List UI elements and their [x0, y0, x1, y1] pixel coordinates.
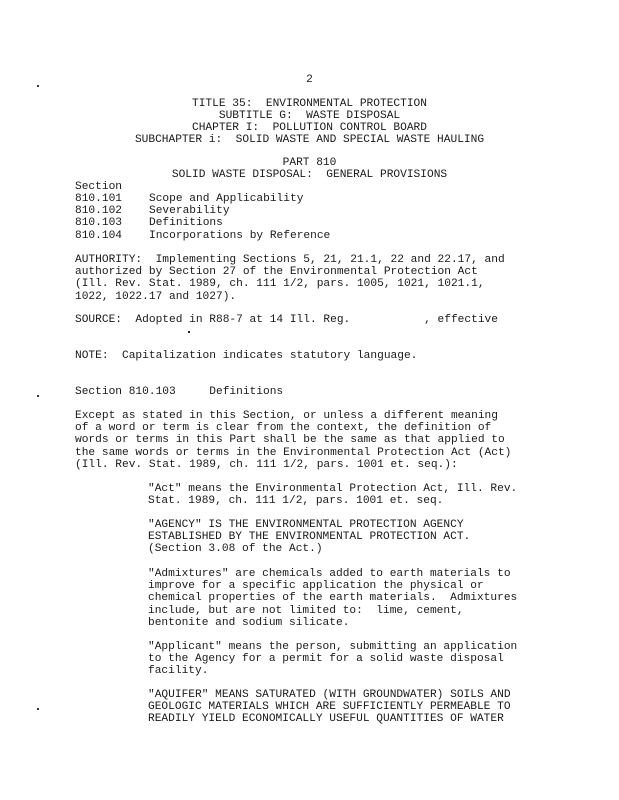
intro-line: of a word or term is clear from the context, the definition of: [75, 422, 492, 435]
part-number: PART 810: [282, 157, 337, 169]
definition-line: facility.: [148, 665, 209, 678]
toc-item-label: Incorporations by Reference: [149, 229, 331, 242]
authority-line: AUTHORITY: Implementing Sections 5, 21, 21.1, 22 and 22.17, and: [75, 254, 505, 266]
authority-line: (Ill. Rev. Stat. 1989, ch. 111 1/2, pars. 1005, 1021, 1021.1,: [75, 278, 485, 291]
toc-item-label: Scope and Applicability: [149, 193, 304, 205]
intro-line: words or terms in this Part shall be the same as that applied to: [75, 434, 505, 447]
page-number: 2: [306, 74, 313, 86]
margin-mark: [37, 708, 39, 710]
margin-mark: [37, 395, 39, 397]
definition-line: READILY YIELD ECONOMICALLY USEFUL QUANTITIES OF WATER: [148, 713, 504, 726]
toc-item: [75, 229, 331, 242]
scan-dot: [188, 331, 190, 333]
definition-applicant: [148, 641, 517, 678]
note-line: NOTE: Capitalization indicates statutory language.: [75, 350, 418, 362]
toc-item: [75, 205, 230, 218]
intro-line: the same words or terms in the Environmental Protection Act (Act): [75, 446, 512, 459]
toc-item: [75, 217, 223, 230]
toc-item-number: 810.102: [75, 205, 122, 218]
toc-item-label: Severability: [149, 205, 230, 218]
definition-line: "AQUIFER" MEANS SATURATED (WITH GROUNDWATER) SOILS AND: [148, 689, 511, 701]
heading-chapter: CHAPTER I: POLLUTION CONTROL BOARD: [192, 122, 427, 134]
definition-line: GEOLOGIC MATERIALS WHICH ARE SUFFICIENTLY PERMEABLE TO: [148, 701, 511, 714]
intro-line: Except as stated in this Section, or unless a different meaning: [75, 410, 498, 422]
toc-item: [75, 193, 304, 205]
definition-line: "Act" means the Environmental Protection Act, Ill. Rev.: [148, 483, 518, 495]
definition-line: Stat. 1989, ch. 111 1/2, pars. 1001 et. seq.: [148, 495, 444, 508]
section-heading: Section 810.103 Definitions: [75, 386, 284, 398]
definition-aquifer: [148, 689, 511, 726]
toc-item-number: 810.101: [75, 193, 122, 205]
authority-paragraph: [75, 254, 505, 303]
definition-line: "AGENCY" IS THE ENVIRONMENTAL PROTECTION AGENCY: [148, 519, 464, 531]
toc-item-number: 810.104: [75, 229, 122, 242]
toc-item-number: 810.103: [75, 217, 122, 230]
part-title: SOLID WASTE DISPOSAL: GENERAL PROVISIONS: [171, 169, 448, 181]
definition-line: chemical properties of the earth materials. Admixtures: [148, 592, 518, 605]
definition-line: ESTABLISHED BY THE ENVIRONMENTAL PROTECTION ACT.: [148, 531, 471, 544]
intro-line: (Ill. Rev. Stat. 1989, ch. 111 1/2, pars. 1001 et. seq.):: [75, 458, 458, 471]
heading-subtitle: SUBTITLE G: WASTE DISPOSAL: [218, 110, 401, 122]
toc-header: Section: [75, 181, 122, 193]
definition-line: improve for a specific application the physical or: [148, 580, 484, 593]
definition-line: "Applicant" means the person, submitting an application: [148, 641, 518, 653]
definition-admixtures: [148, 568, 517, 629]
definition-line: to the Agency for a permit for a solid waste disposal: [148, 653, 504, 666]
intro-paragraph: [75, 410, 511, 471]
heading-title: TITLE 35: ENVIRONMENTAL PROTECTION: [192, 98, 427, 110]
definition-line: bentonite and sodium silicate.: [148, 616, 350, 629]
authority-line: authorized by Section 27 of the Environmental Protection Act: [75, 266, 478, 279]
toc-list: [75, 193, 331, 242]
definition-line: "Admixtures" are chemicals added to earth materials to: [148, 568, 511, 580]
source-line: SOURCE: Adopted in R88-7 at 14 Ill. Reg. , effective: [75, 314, 498, 326]
definition-line: (Section 3.08 of the Act.): [148, 543, 323, 556]
authority-line: 1022, 1022.17 and 1027).: [75, 290, 237, 303]
definition-line: include, but are not limited to: lime, cement,: [148, 604, 464, 617]
definition-act: [148, 483, 517, 507]
heading-subchapter: SUBCHAPTER i: SOLID WASTE AND SPECIAL WASTE HAULING: [134, 134, 485, 146]
definition-agency: [148, 519, 470, 556]
toc-item-label: Definitions: [149, 217, 223, 230]
